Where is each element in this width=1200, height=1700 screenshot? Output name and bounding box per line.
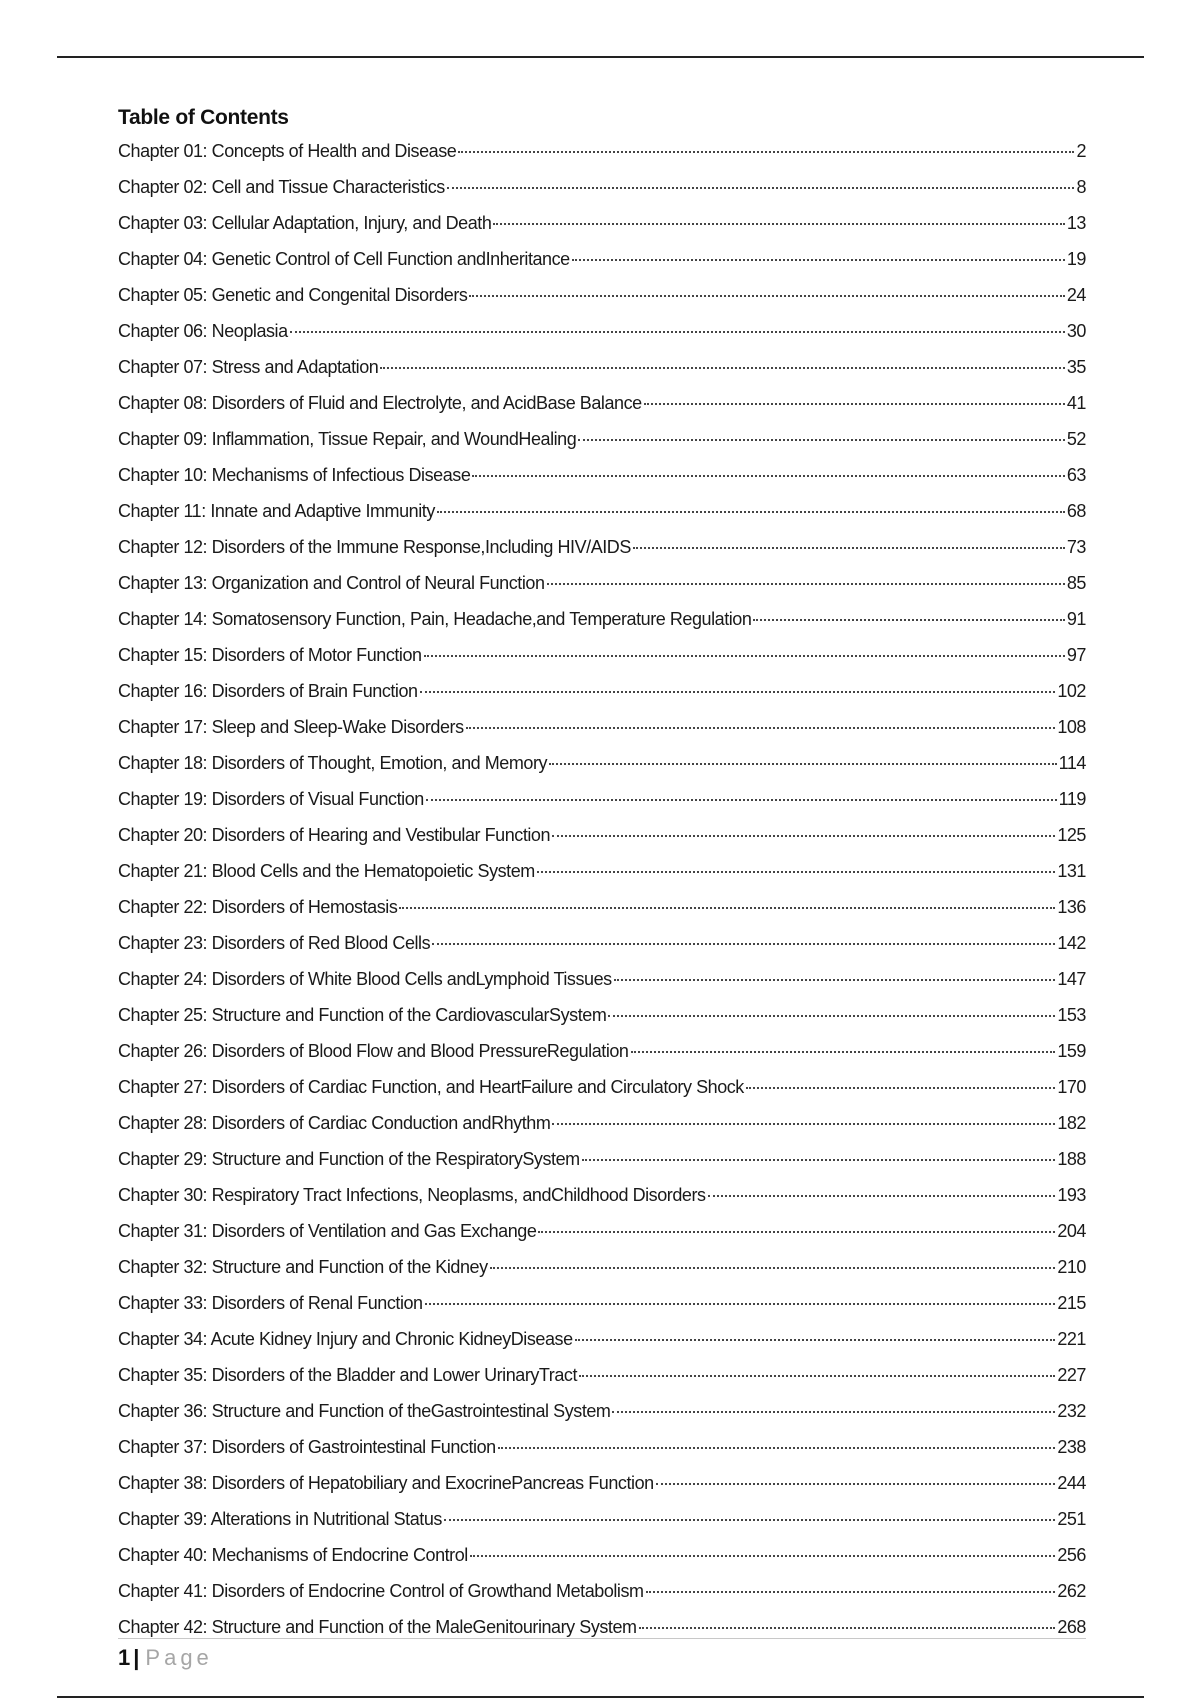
toc-entry-title: Chapter 35: Disorders of the Bladder and Lower UrinaryTract [118,1365,578,1385]
toc-entry-page: 215 [1057,1293,1086,1313]
toc-dot-leader [753,619,1064,621]
toc-dot-leader [537,871,1055,873]
toc-entry[interactable] [118,1141,1086,1177]
toc-entry[interactable] [118,457,1086,493]
toc-entry[interactable] [118,205,1086,241]
toc-entry[interactable] [118,1249,1086,1285]
toc-entry-title: Chapter 29: Structure and Function of the RespiratorySystem [118,1149,580,1169]
toc-entry[interactable] [118,1105,1086,1141]
toc-entry-title: Chapter 04: Genetic Control of Cell Function andInheritance [118,249,570,269]
toc-entry[interactable] [118,709,1086,745]
toc-entry-title: Chapter 10: Mechanisms of Infectious Disease [118,465,471,485]
toc-entry-page: 108 [1057,717,1086,737]
toc-dot-leader [633,547,1065,549]
toc-dot-leader [612,1411,1055,1413]
toc-entry-page: 153 [1057,1005,1086,1025]
toc-dot-leader [444,1519,1055,1521]
toc-entry[interactable] [118,493,1086,529]
toc-dot-leader [578,439,1065,441]
toc-entry-page: 63 [1066,465,1086,485]
toc-entry-title: Chapter 19: Disorders of Visual Function [118,789,424,809]
toc-dot-leader [424,655,1065,657]
toc-entry-title: Chapter 05: Genetic and Congenital Disorders [118,285,468,305]
toc-entry-title: Chapter 40: Mechanisms of Endocrine Control [118,1545,468,1565]
footer-bottom-rule [57,1696,1144,1698]
toc-dot-leader [538,1231,1055,1233]
toc-entry-title: Chapter 24: Disorders of White Blood Cells andLymphoid Tissues [118,969,612,989]
toc-entry[interactable] [118,601,1086,637]
toc-dot-leader [470,1555,1055,1557]
toc-entry-page: 24 [1066,285,1086,305]
toc-entry[interactable] [118,817,1086,853]
toc-entry-title: Chapter 33: Disorders of Renal Function [118,1293,423,1313]
toc-dot-leader [608,1015,1055,1017]
toc-entry-title: Chapter 12: Disorders of the Immune Response,Including HIV/AIDS [118,537,631,557]
toc-dot-leader [572,259,1065,261]
toc-dot-leader [646,1591,1056,1593]
toc-dot-leader [575,1339,1056,1341]
toc-entry[interactable] [118,1537,1086,1573]
toc-entry-title: Chapter 32: Structure and Function of the Kidney [118,1257,488,1277]
toc-dot-leader [399,907,1055,909]
toc-entry-page: 170 [1057,1077,1086,1097]
toc-entry-page: 114 [1058,753,1086,773]
toc-entry-page: 262 [1057,1581,1086,1601]
toc-entry-title: Chapter 22: Disorders of Hemostasis [118,897,398,917]
toc-entry[interactable] [118,241,1086,277]
toc-entry[interactable] [118,565,1086,601]
toc-entry-title: Chapter 14: Somatosensory Function, Pain, Headache,and Temperature Regulation [118,609,752,629]
toc-entry-title: Chapter 36: Structure and Function of theGastrointestinal System [118,1401,611,1421]
toc-entry-page: 159 [1057,1041,1086,1061]
toc-entry[interactable] [118,997,1086,1033]
toc-entry-page: 102 [1057,681,1086,701]
toc-dot-leader [437,511,1065,513]
toc-dot-leader [426,799,1057,801]
toc-entry[interactable] [118,1177,1086,1213]
toc-dot-leader [290,331,1065,333]
toc-entry[interactable] [118,1393,1086,1429]
toc-entry-page: 2 [1076,141,1086,161]
toc-entry-page: 8 [1076,177,1086,197]
toc-entry-title: Chapter 30: Respiratory Tract Infections, Neoplasms, andChildhood Disorders [118,1185,706,1205]
toc-entry-page: 232 [1057,1401,1086,1421]
toc-entry-title: Chapter 26: Disorders of Blood Flow and Blood PressureRegulation [118,1041,629,1061]
toc-dot-leader [549,763,1057,765]
toc-entry[interactable] [118,1429,1086,1465]
header-rule [57,56,1144,58]
toc-entry[interactable] [118,1501,1086,1537]
toc-entry[interactable] [118,385,1086,421]
toc-entry-page: 210 [1057,1257,1086,1277]
toc-dot-leader [708,1195,1056,1197]
toc-entry[interactable] [118,1609,1086,1645]
toc-dot-leader [631,1051,1056,1053]
toc-entry[interactable] [118,889,1086,925]
toc-entry-page: 193 [1057,1185,1086,1205]
toc-dot-leader [432,943,1055,945]
toc-dot-leader [746,1087,1055,1089]
toc-entry-title: Chapter 23: Disorders of Red Blood Cells [118,933,431,953]
toc-entry-title: Chapter 18: Disorders of Thought, Emotion, and Memory [118,753,548,773]
toc-entry-page: 41 [1066,393,1086,413]
toc-entry-title: Chapter 17: Sleep and Sleep-Wake Disorders [118,717,464,737]
toc-dot-leader [458,151,1074,153]
toc-dot-leader [579,1375,1055,1377]
toc-entry-title: Chapter 31: Disorders of Ventilation and Gas Exchange [118,1221,537,1241]
toc-entry-title: Chapter 03: Cellular Adaptation, Injury, and Death [118,213,492,233]
toc-dot-leader [639,1627,1056,1629]
toc-entry-page: 125 [1057,825,1086,845]
toc-entry-title: Chapter 38: Disorders of Hepatobiliary and ExocrinePancreas Function [118,1473,654,1493]
toc-dot-leader [644,403,1065,405]
toc-entry-page: 35 [1066,357,1086,377]
toc-entry[interactable] [118,1213,1086,1249]
toc-entry-title: Chapter 37: Disorders of Gastrointestinal Function [118,1437,496,1457]
toc-entry-page: 85 [1066,573,1086,593]
toc-entry[interactable] [118,133,1086,169]
toc-dot-leader [547,583,1065,585]
toc-entry[interactable] [118,277,1086,313]
toc-entry-page: 73 [1066,537,1086,557]
toc-dot-leader [420,691,1056,693]
toc-entry-page: 68 [1066,501,1086,521]
toc-entry[interactable] [118,853,1086,889]
toc-entry[interactable] [118,1321,1086,1357]
toc-entry[interactable] [118,421,1086,457]
toc-entry-title: Chapter 41: Disorders of Endocrine Control of Growthand Metabolism [118,1581,644,1601]
toc-dot-leader [490,1267,1056,1269]
toc-entry-page: 30 [1066,321,1086,341]
toc-entry-title: Chapter 09: Inflammation, Tissue Repair, and WoundHealing [118,429,577,449]
toc-entry-title: Chapter 07: Stress and Adaptation [118,357,379,377]
toc-entry-page: 13 [1066,213,1086,233]
toc-entry[interactable] [118,1033,1086,1069]
toc-dot-leader [656,1483,1056,1485]
toc-dot-leader [614,979,1056,981]
toc-entry-page: 188 [1057,1149,1086,1169]
toc-entry-page: 119 [1058,789,1086,809]
toc-entry-title: Chapter 01: Concepts of Health and Disease [118,141,457,161]
toc-entry-page: 182 [1057,1113,1086,1133]
toc-entry-title: Chapter 02: Cell and Tissue Characteristics [118,177,445,197]
toc-entry-title: Chapter 20: Disorders of Hearing and Vestibular Function [118,825,551,845]
toc-dot-leader [466,727,1056,729]
toc-dot-leader [552,1123,1055,1125]
toc-entry-title: Chapter 39: Alterations in Nutritional Status [118,1509,442,1529]
toc-entry-page: 256 [1057,1545,1086,1565]
toc-entry[interactable] [118,673,1086,709]
page-footer [118,1645,213,1671]
toc-entry-page: 131 [1057,861,1086,881]
toc-entry-title: Chapter 06: Neoplasia [118,321,288,341]
toc-entry[interactable] [118,1465,1086,1501]
toc-entry[interactable] [118,961,1086,997]
toc-entry-title: Chapter 28: Disorders of Cardiac Conduction andRhythm [118,1113,551,1133]
toc-entry-page: 147 [1057,969,1086,989]
toc-entry[interactable] [118,169,1086,205]
toc-entry-page: 221 [1057,1329,1086,1349]
toc-entry-title: Chapter 11: Innate and Adaptive Immunity [118,501,435,521]
toc-entry-title: Chapter 42: Structure and Function of the MaleGenitourinary System [118,1617,637,1637]
toc-heading: Table of Contents [118,106,289,129]
toc-entry-page: 244 [1057,1473,1086,1493]
footer-rule [118,1638,1086,1639]
toc-entry[interactable] [118,349,1086,385]
toc-dot-leader [469,295,1064,297]
toc-entry[interactable] [118,1069,1086,1105]
toc-dot-leader [472,475,1064,477]
toc-entry-page: 268 [1057,1617,1086,1637]
toc-entry-page: 19 [1066,249,1086,269]
toc-entry[interactable] [118,781,1086,817]
toc-entry-page: 238 [1057,1437,1086,1457]
toc-entry-page: 204 [1057,1221,1086,1241]
toc-dot-leader [447,187,1075,189]
toc-entry[interactable] [118,313,1086,349]
toc-entry-title: Chapter 34: Acute Kidney Injury and Chronic KidneyDisease [118,1329,573,1349]
toc-entry[interactable] [118,637,1086,673]
toc-entry-title: Chapter 08: Disorders of Fluid and Electrolyte, and AcidBase Balance [118,393,642,413]
toc-dot-leader [552,835,1055,837]
toc-entry-title: Chapter 25: Structure and Function of the CardiovascularSystem [118,1005,607,1025]
toc-entry-title: Chapter 16: Disorders of Brain Function [118,681,418,701]
page-separator: | [133,1645,140,1670]
toc-entry-title: Chapter 13: Organization and Control of Neural Function [118,573,545,593]
toc-entry[interactable] [118,925,1086,961]
toc-entry-page: 142 [1057,933,1086,953]
toc-entry-page: 136 [1057,897,1086,917]
toc-entry-page: 227 [1057,1365,1086,1385]
toc-dot-leader [493,223,1064,225]
toc-entry-title: Chapter 15: Disorders of Motor Function [118,645,422,665]
toc-entry-page: 91 [1066,609,1086,629]
toc-entry-page: 52 [1066,429,1086,449]
toc-entry[interactable] [118,745,1086,781]
toc-entry[interactable] [118,1285,1086,1321]
toc-list [118,133,1086,1645]
toc-entry-page: 251 [1057,1509,1086,1529]
page-number: 1 [118,1645,131,1670]
page-label: Page [145,1645,213,1670]
toc-dot-leader [425,1303,1056,1305]
toc-dot-leader [380,367,1065,369]
toc-dot-leader [582,1159,1056,1161]
toc-entry-title: Chapter 27: Disorders of Cardiac Function, and HeartFailure and Circulatory Shock [118,1077,744,1097]
toc-entry[interactable] [118,1573,1086,1609]
toc-entry-page: 97 [1066,645,1086,665]
toc-entry[interactable] [118,1357,1086,1393]
toc-entry-title: Chapter 21: Blood Cells and the Hematopoietic System [118,861,535,881]
toc-entry[interactable] [118,529,1086,565]
toc-dot-leader [498,1447,1056,1449]
